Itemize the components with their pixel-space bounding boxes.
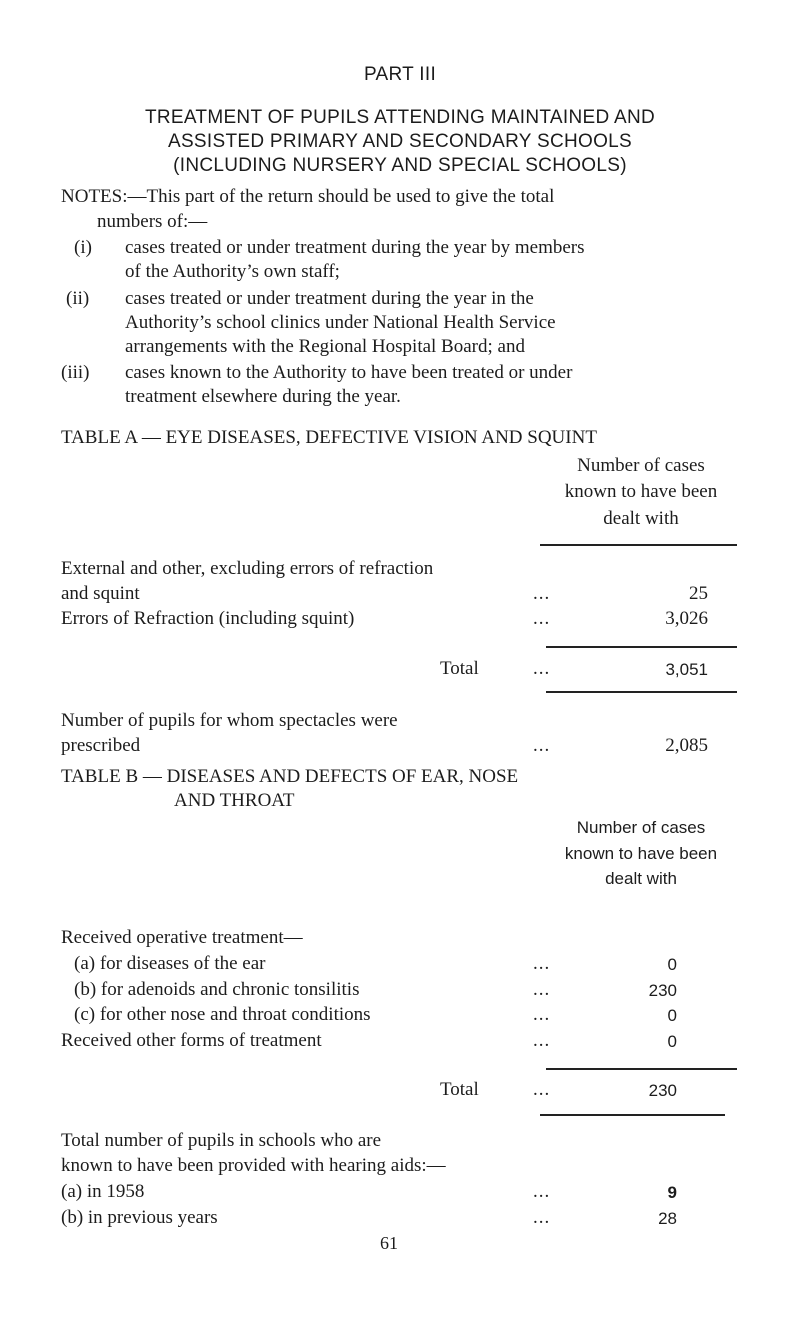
heading-line-3: (INCLUDING NURSERY AND SPECIAL SCHOOLS) [173,155,627,176]
table-a-row-value: 25 [689,583,708,604]
notes-intro-cont: numbers of:— [97,211,208,232]
table-b-row-value: 0 [667,955,677,974]
leader-dots: ... [533,1207,551,1228]
table-a-col-header-3: dealt with [603,508,679,529]
table-b-total-rule-top [546,1068,737,1070]
table-b-row-label: (b) for adenoids and chronic tonsilitis [74,979,360,1000]
table-a-header-rule [540,544,737,546]
table-b-row-value: 230 [648,981,677,1000]
leader-dots: ... [533,608,551,629]
table-b-col-header-1: Number of cases [576,818,706,837]
table-a-total-rule-top [546,646,737,648]
table-a-total-label: Total [440,658,479,679]
note-line: cases known to the Authority to have been treated or under [125,362,573,383]
table-a-row-label: External and other, excluding errors of refraction [61,558,434,579]
leader-dots: ... [533,658,551,679]
part-title: PART III [363,64,437,85]
hearing-row-value: 28 [658,1209,677,1228]
table-b-title: TABLE B — DISEASES AND DEFECTS OF EAR, NOSE [61,766,519,787]
table-b-row-value: 0 [667,1006,677,1025]
heading-line-2: ASSISTED PRIMARY AND SECONDARY SCHOOLS [167,131,632,152]
note-line: cases treated or under treatment during the year by members [125,237,585,258]
leader-dots: ... [533,583,551,604]
hearing-row-label: (b) in previous years [61,1207,218,1228]
leader-dots: ... [533,735,551,756]
table-b-row-label: (c) for other nose and throat conditions [74,1004,371,1025]
table-b-total-value: 230 [648,1081,677,1100]
note-marker: (ii) [66,288,90,309]
table-b-title: AND THROAT [174,790,295,811]
leader-dots: ... [533,953,551,974]
hearing-row-value: 9 [667,1183,677,1202]
spectacles-value: 2,085 [665,735,708,756]
heading-line-1: TREATMENT OF PUPILS ATTENDING MAINTAINED AND [144,107,656,128]
table-a-row-label: Errors of Refraction (including squint) [61,608,355,629]
table-b-col-header-3: dealt with [605,869,677,888]
table-b-row-label: (a) for diseases of the ear [74,953,266,974]
table-b-row-label: Received other forms of treatment [61,1030,322,1051]
table-a-col-header-1: Number of cases [577,455,705,476]
table-a-row-value: 3,026 [665,608,708,629]
table-a-total-rule-bottom [546,691,737,693]
note-line: treatment elsewhere during the year. [125,386,401,407]
table-a-total-value: 3,051 [665,660,708,679]
received-operative-label: Received operative treatment— [61,927,303,948]
hearing-aids-label: known to have been provided with hearing aids:— [61,1155,446,1176]
leader-dots: ... [533,1079,551,1100]
notes-intro: NOTES:—This part of the return should be used to give the total [61,186,555,207]
hearing-aids-label: Total number of pupils in schools who are [61,1130,382,1151]
table-a-col-header-2: known to have been [564,481,718,502]
note-marker: (iii) [61,362,90,383]
note-line: Authority’s school clinics under National Health Service [125,312,556,333]
table-b-total-label: Total [440,1079,479,1100]
note-marker: (i) [74,237,92,258]
leader-dots: ... [533,1181,551,1202]
table-a-row-label: and squint [61,583,140,604]
note-line: of the Authority’s own staff; [125,261,340,282]
leader-dots: ... [533,1030,551,1051]
page-number: 61 [380,1233,398,1253]
note-line: cases treated or under treatment during the year in the [125,288,534,309]
table-b-col-header-2: known to have been [564,844,718,863]
spectacles-label: Number of pupils for whom spectacles were [61,710,398,731]
hearing-row-label: (a) in 1958 [61,1181,145,1202]
table-a-title: TABLE A — EYE DISEASES, DEFECTIVE VISION AND SQUINT [61,427,597,448]
note-line: arrangements with the Regional Hospital Board; and [125,336,525,357]
leader-dots: ... [533,979,551,1000]
spectacles-label: prescribed [61,735,141,756]
table-b-row-value: 0 [667,1032,677,1051]
leader-dots: ... [533,1004,551,1025]
table-b-total-rule-bottom [540,1114,725,1116]
